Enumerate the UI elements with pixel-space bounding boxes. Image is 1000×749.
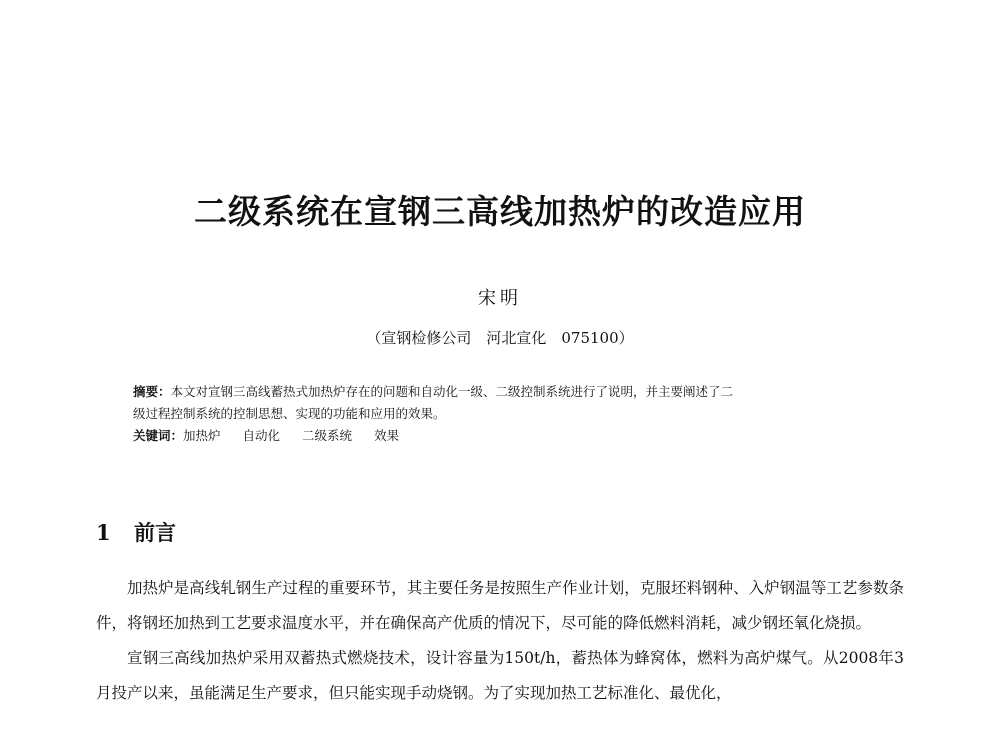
abstract-text-line1: 本文对宣钢三高线蓄热式加热炉存在的问题和自动化一级、二级控制系统进行了说明，并主要阐述了二 bbox=[170, 384, 734, 399]
author-affiliation: （宣钢检修公司 河北宣化 075100） bbox=[366, 329, 634, 347]
author-name: 宋明 bbox=[478, 288, 522, 309]
paragraph: 加热炉是高线轧钢生产过程的重要环节，其主要任务是按照生产作业计划，克服坯料钢种、入炉钢温等工艺参数条件，将钢坯加热到工艺要求温度水平，并在确保高产优质的情况下，尽可能的降低燃料消耗，减少钢坯氧化烧损。 bbox=[96, 579, 904, 632]
keywords bbox=[133, 425, 893, 447]
keyword: 效果 bbox=[374, 428, 400, 443]
section-number: 1 bbox=[96, 520, 111, 545]
abstract-block bbox=[133, 381, 893, 447]
abstract bbox=[133, 381, 893, 425]
keywords-label: 关键词： bbox=[133, 428, 184, 443]
keyword: 加热炉 bbox=[183, 428, 221, 443]
section-heading bbox=[96, 518, 176, 548]
paragraph: 宣钢三高线加热炉采用双蓄热式燃烧技术，设计容量为150t/h，蓄热体为蜂窝体，燃料为高炉煤气。从2008年3月投产以来，虽能满足生产要求，但只能实现手动烧钢。为了实现加热工艺标准化、最优化， bbox=[96, 649, 904, 702]
abstract-text-line2: 级过程控制系统的控制思想、实现的功能和应用的效果。 bbox=[133, 406, 446, 421]
keyword: 自动化 bbox=[242, 428, 281, 443]
body-text bbox=[96, 571, 904, 711]
section-title: 前言 bbox=[134, 521, 176, 545]
abstract-label: 摘要： bbox=[133, 384, 171, 399]
paper-title: 二级系统在宣钢三高线加热炉的改造应用 bbox=[194, 192, 806, 231]
keyword: 二级系统 bbox=[302, 428, 353, 443]
